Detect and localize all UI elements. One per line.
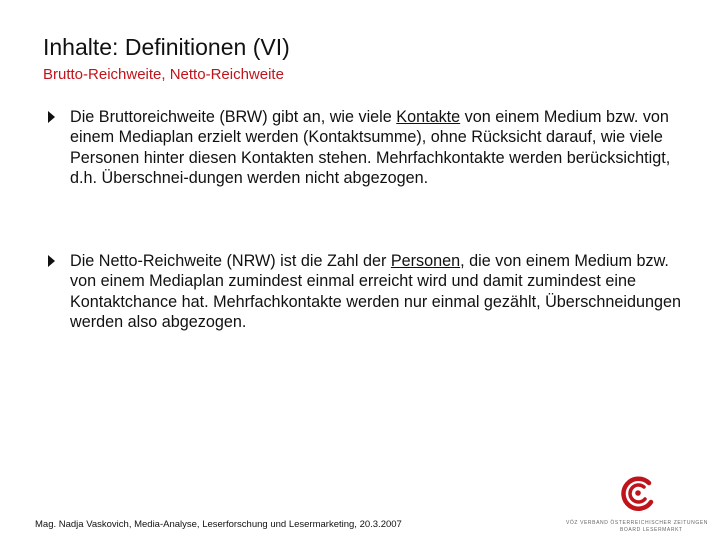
- bullet-text-start: Die Bruttoreichweite (BRW) gibt an, wie viele: [70, 108, 397, 126]
- voez-logo: [560, 474, 715, 534]
- bullet-text: [70, 107, 688, 189]
- bullet-item-brutto: [48, 107, 688, 189]
- slide-title: Inhalte: Definitionen (VI): [43, 34, 290, 60]
- slide-subtitle: Brutto-Reichweite, Netto-Reichweite: [43, 66, 284, 83]
- underlined-term-personen: Personen: [390, 252, 461, 270]
- footer-text: Mag. Nadja Vaskovich, Media-Analyse, Leserforschung und Lesermarketing, 20.3.2007: [35, 519, 402, 530]
- bullet-arrow-icon: [48, 255, 55, 267]
- bullet-text-end: von einem Medium bzw. von einem Mediaplan erzielt werden (Kontaktsumme), ohne Rücksicht darauf, wie viele Personen hinter diesen Kontakten stehen. Mehrfachkontakte werden berücksichtigt, d.h. Überschnei-dungen werden nicht abgezogen.: [70, 108, 671, 188]
- underlined-term-kontakte: Kontakte: [396, 108, 461, 126]
- logo-line-2: BOARD LESERMARKT: [620, 527, 683, 533]
- bullet-text: [70, 251, 688, 333]
- bullet-arrow-icon: [48, 111, 55, 123]
- voez-logo-icon: [618, 474, 658, 516]
- bullet-text-end: , die von einem Medium bzw. von einem Mediaplan zumindest einmal erreicht wird und damit zumindest eine Kontaktchance hat. Mehrfachkontakte werden nur einmal gezählt, Überschneidungen werden also abgezogen.: [70, 252, 682, 332]
- bullet-item-netto: [48, 251, 688, 333]
- logo-line-1: VÖZ VERBAND ÖSTERREICHISCHER ZEITUNGEN: [566, 520, 708, 526]
- bullet-text-start: Die Netto-Reichweite (NRW) ist die Zahl der: [70, 252, 391, 270]
